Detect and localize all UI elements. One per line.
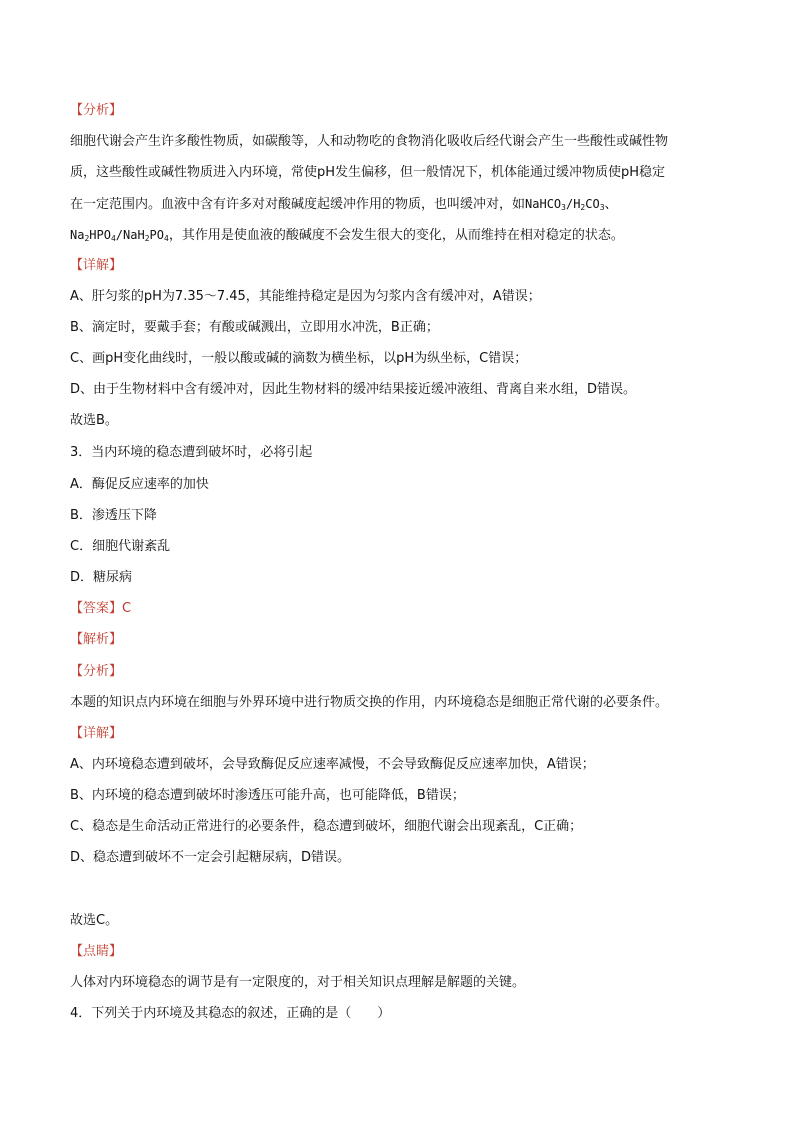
question-3-detail-d: D、稳态遭到破坏不一定会引起糖尿病，D错误。 — [70, 850, 351, 865]
question-3-analysis-heading: 【分析】 — [70, 664, 123, 679]
question-3-detail-c: C、稳态是生命活动正常进行的必要条件，稳态遭到破坏，细胞代谢会出现紊乱，C正确； — [70, 819, 583, 834]
detail-choice: 故选B。 — [70, 413, 118, 428]
analysis-line-4-text: ，其作用是使血液的酸碱度不会发生很大的变化，从而维持在相对稳定的状态。 — [168, 228, 624, 243]
formula-separator: 、 — [604, 197, 618, 212]
formula-part: HPO — [89, 228, 111, 242]
question-3-stem: 3．当内环境的稳态遭到破坏时，必将引起 — [70, 445, 313, 460]
formula-part: NaHCO — [525, 197, 562, 211]
question-3-option-b: B．渗透压下降 — [70, 508, 157, 523]
formula-na2hpo4-nah2po4 — [70, 228, 169, 242]
formula-part: /H — [565, 197, 581, 211]
analysis-heading: 【分析】 — [70, 103, 123, 118]
question-3-answer — [70, 601, 131, 617]
formula-part: PO — [149, 228, 164, 242]
question-3-option-a: A．酶促反应速率的加快 — [70, 477, 209, 492]
comment-heading: 【点睛】 — [70, 944, 123, 959]
formula-sub: 2 — [144, 234, 150, 243]
answer-label: 【答案】 — [70, 601, 123, 616]
question-3-choice: 故选C。 — [70, 913, 119, 928]
question-3-detail-a: A、内环境稳态遭到破坏，会导致酶促反应速率减慢，不会导致酶促反应速率加快，A错误； — [70, 757, 595, 772]
formula-nahco3-h2co3 — [525, 197, 605, 211]
analysis-line-1: 细胞代谢会产生许多酸性物质，如碳酸等，人和动物吃的食物消化吸收后经代谢会产生一些酸性或碱性物 — [70, 134, 669, 149]
formula-part: /NaH — [115, 228, 145, 242]
detail-line-b: B、滴定时，要戴手套；有酸或碱溅出，立即用水冲洗，B正确； — [70, 320, 439, 335]
formula-sub: 2 — [580, 203, 586, 212]
formula-sub: 4 — [110, 234, 116, 243]
formula-part: CO — [585, 197, 600, 211]
question-3-option-c: C．细胞代谢紊乱 — [70, 539, 171, 554]
question-3-analysis-text: 本题的知识点内环境在细胞与外界环境中进行物质交换的作用，内环境稳态是细胞正常代谢的必要条件。 — [70, 695, 669, 710]
question-4-stem: 4．下列关于内环境及其稳态的叙述，正确的是（ ） — [70, 1006, 391, 1021]
detail-line-d: D、由于生物材料中含有缓冲对，因此生物材料的缓冲结果接近缓冲液组、背离自来水组，D错误。 — [70, 382, 637, 397]
analysis-line-3 — [70, 196, 618, 213]
comment-text: 人体对内环境稳态的调节是有一定限度的，对于相关知识点理解是解题的关键。 — [70, 975, 526, 990]
formula-part: Na — [70, 228, 85, 242]
analysis-line-4 — [70, 227, 624, 244]
formula-sub: 3 — [599, 203, 605, 212]
question-3-detail-heading: 【详解】 — [70, 726, 123, 741]
analysis-line-2: 质，这些酸性或碱性物质进入内环境，常使pH发生偏移，但一般情况下，机体能通过缓冲物质使pH稳定 — [70, 165, 666, 180]
answer-value: C — [122, 601, 132, 616]
detail-line-a: A、肝匀浆的pH为7.35～7.45，其能维持稳定是因为匀浆内含有缓冲对，A错误； — [70, 289, 541, 304]
formula-sub: 3 — [561, 203, 566, 212]
detail-line-c: C、画pH变化曲线时，一般以酸或碱的滴数为横坐标，以pH为纵坐标，C错误； — [70, 351, 528, 366]
question-3-option-d: D．糖尿病 — [70, 570, 133, 585]
question-3-detail-b: B、内环境的稳态遭到破坏时渗透压可能升高，也可能降低，B错误； — [70, 788, 465, 803]
analysis-line-3-text: 在一定范围内。血液中含有许多对对酸碱度起缓冲作用的物质，也叫缓冲对，如 — [70, 197, 526, 212]
explain-heading: 【解析】 — [70, 632, 123, 647]
detail-heading: 【详解】 — [70, 258, 123, 273]
formula-sub: 4 — [163, 234, 169, 243]
formula-sub: 2 — [84, 234, 90, 243]
